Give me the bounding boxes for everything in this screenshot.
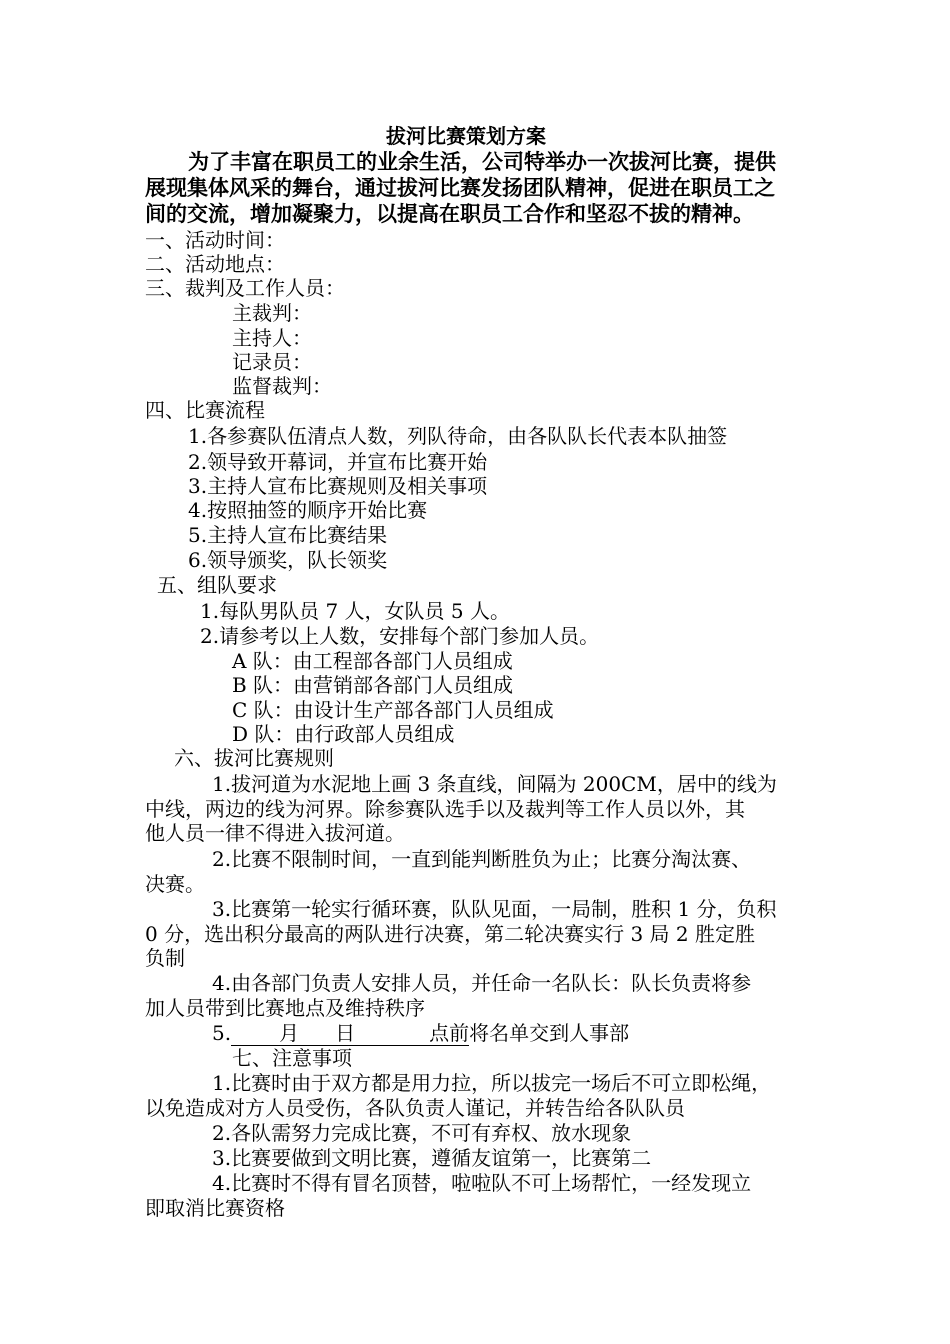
rule-5-number: 5.: [212, 1021, 232, 1045]
rule-line: 0 分，选出积分最高的两队进行决赛，第二轮决赛实行 3 局 2 胜定胜: [145, 922, 755, 946]
rule-line: 2.比赛不限制时间，一直到能判断胜负为止；比赛分淘汰赛、: [212, 847, 752, 871]
note-line: 2.各队需努力完成比赛，不可有弃权、放水现象: [212, 1121, 632, 1145]
section-heading-process: 四、比赛流程: [145, 398, 265, 422]
team-item: A 队：由工程部各部门人员组成: [232, 649, 513, 673]
day-label: 日: [335, 1021, 356, 1045]
intro-line: 间的交流，增加凝聚力，以提高在职员工合作和坚忍不拔的精神。: [145, 201, 754, 226]
intro-line: 展现集体风采的舞台，通过拔河比赛发扬团队精神，促进在职员工之: [145, 175, 775, 200]
rule-line: 1.拔河道为水泥地上画 3 条直线，间隔为 200CM，居中的线为: [212, 772, 777, 796]
section-heading-notes: 七、注意事项: [232, 1046, 352, 1070]
section-heading-staff: 三、裁判及工作人员：: [145, 276, 345, 300]
rule-line: 负制: [145, 946, 185, 970]
note-line: 即取消比赛资格: [145, 1196, 285, 1220]
team-requirement: 1.每队男队员 7 人，女队员 5 人。: [200, 599, 510, 623]
process-item: 4.按照抽签的顺序开始比赛: [188, 498, 428, 522]
note-line: 3.比赛要做到文明比赛，遵循友谊第一，比赛第二: [212, 1146, 652, 1170]
rule-line: 加人员带到比赛地点及维持秩序: [145, 996, 425, 1020]
section-heading-time: 一、活动时间：: [145, 228, 285, 252]
process-item: 6.领导颁奖，队长领奖: [188, 548, 388, 572]
rule-line: 决赛。: [145, 872, 205, 896]
rule-line: 3.比赛第一轮实行循环赛，队队见面，一局制，胜积 1 分，负积: [212, 897, 777, 921]
staff-item: 记录员：: [232, 350, 312, 374]
staff-item: 主持人：: [232, 326, 312, 350]
day-blank: [299, 1023, 335, 1046]
intro-line: 为了丰富在职员工的业余生活，公司特举办一次拔河比赛，提供: [188, 149, 776, 174]
note-line: 4.比赛时不得有冒名顶替，啦啦队不可上场帮忙，一经发现立: [212, 1171, 752, 1195]
team-item: B 队：由营销部各部门人员组成: [232, 673, 514, 697]
section-heading-place: 二、活动地点：: [145, 252, 285, 276]
month-label: 月: [279, 1021, 300, 1045]
hour-label: 点前: [429, 1021, 470, 1045]
process-item: 5.主持人宣布比赛结果: [188, 523, 388, 547]
section-heading-rules: 六、拔河比赛规则: [174, 746, 334, 770]
rule-line: 4.由各部门负责人安排人员，并任命一名队长：队长负责将参: [212, 971, 752, 995]
process-item: 3.主持人宣布比赛规则及相关事项: [188, 474, 488, 498]
process-item: 1.各参赛队伍清点人数，列队待命，由各队队长代表本队抽签: [188, 424, 728, 448]
process-item: 2.领导致开幕词，并宣布比赛开始: [188, 450, 488, 474]
rule-line: 他人员一律不得进入拔河道。: [145, 821, 405, 845]
rule-line: 中线，两边的线为河界。除参赛队选手以及裁判等工作人员以外，其: [145, 797, 745, 821]
rule-5-tail: 将名单交到人事部: [469, 1021, 630, 1045]
team-item: C 队：由设计生产部各部门人员组成: [232, 698, 554, 722]
note-line: 以免造成对方人员受伤，各队负责人谨记，并转告给各队队员: [145, 1096, 685, 1120]
month-blank: [231, 1023, 279, 1046]
rule-5-line: [212, 1021, 629, 1046]
staff-item: 监督裁判：: [232, 374, 332, 398]
staff-item: 主裁判：: [232, 301, 312, 325]
hour-blank: [355, 1023, 429, 1046]
document-title: 拔河比赛策划方案: [386, 124, 546, 148]
note-line: 1.比赛时由于双方都是用力拉，所以拔完一场后不可立即松绳，: [212, 1071, 772, 1095]
team-item: D 队：由行政部人员组成: [232, 722, 455, 746]
team-requirement: 2.请参考以上人数，安排每个部门参加人员。: [200, 624, 600, 648]
section-heading-team: 五、组队要求: [157, 573, 277, 597]
